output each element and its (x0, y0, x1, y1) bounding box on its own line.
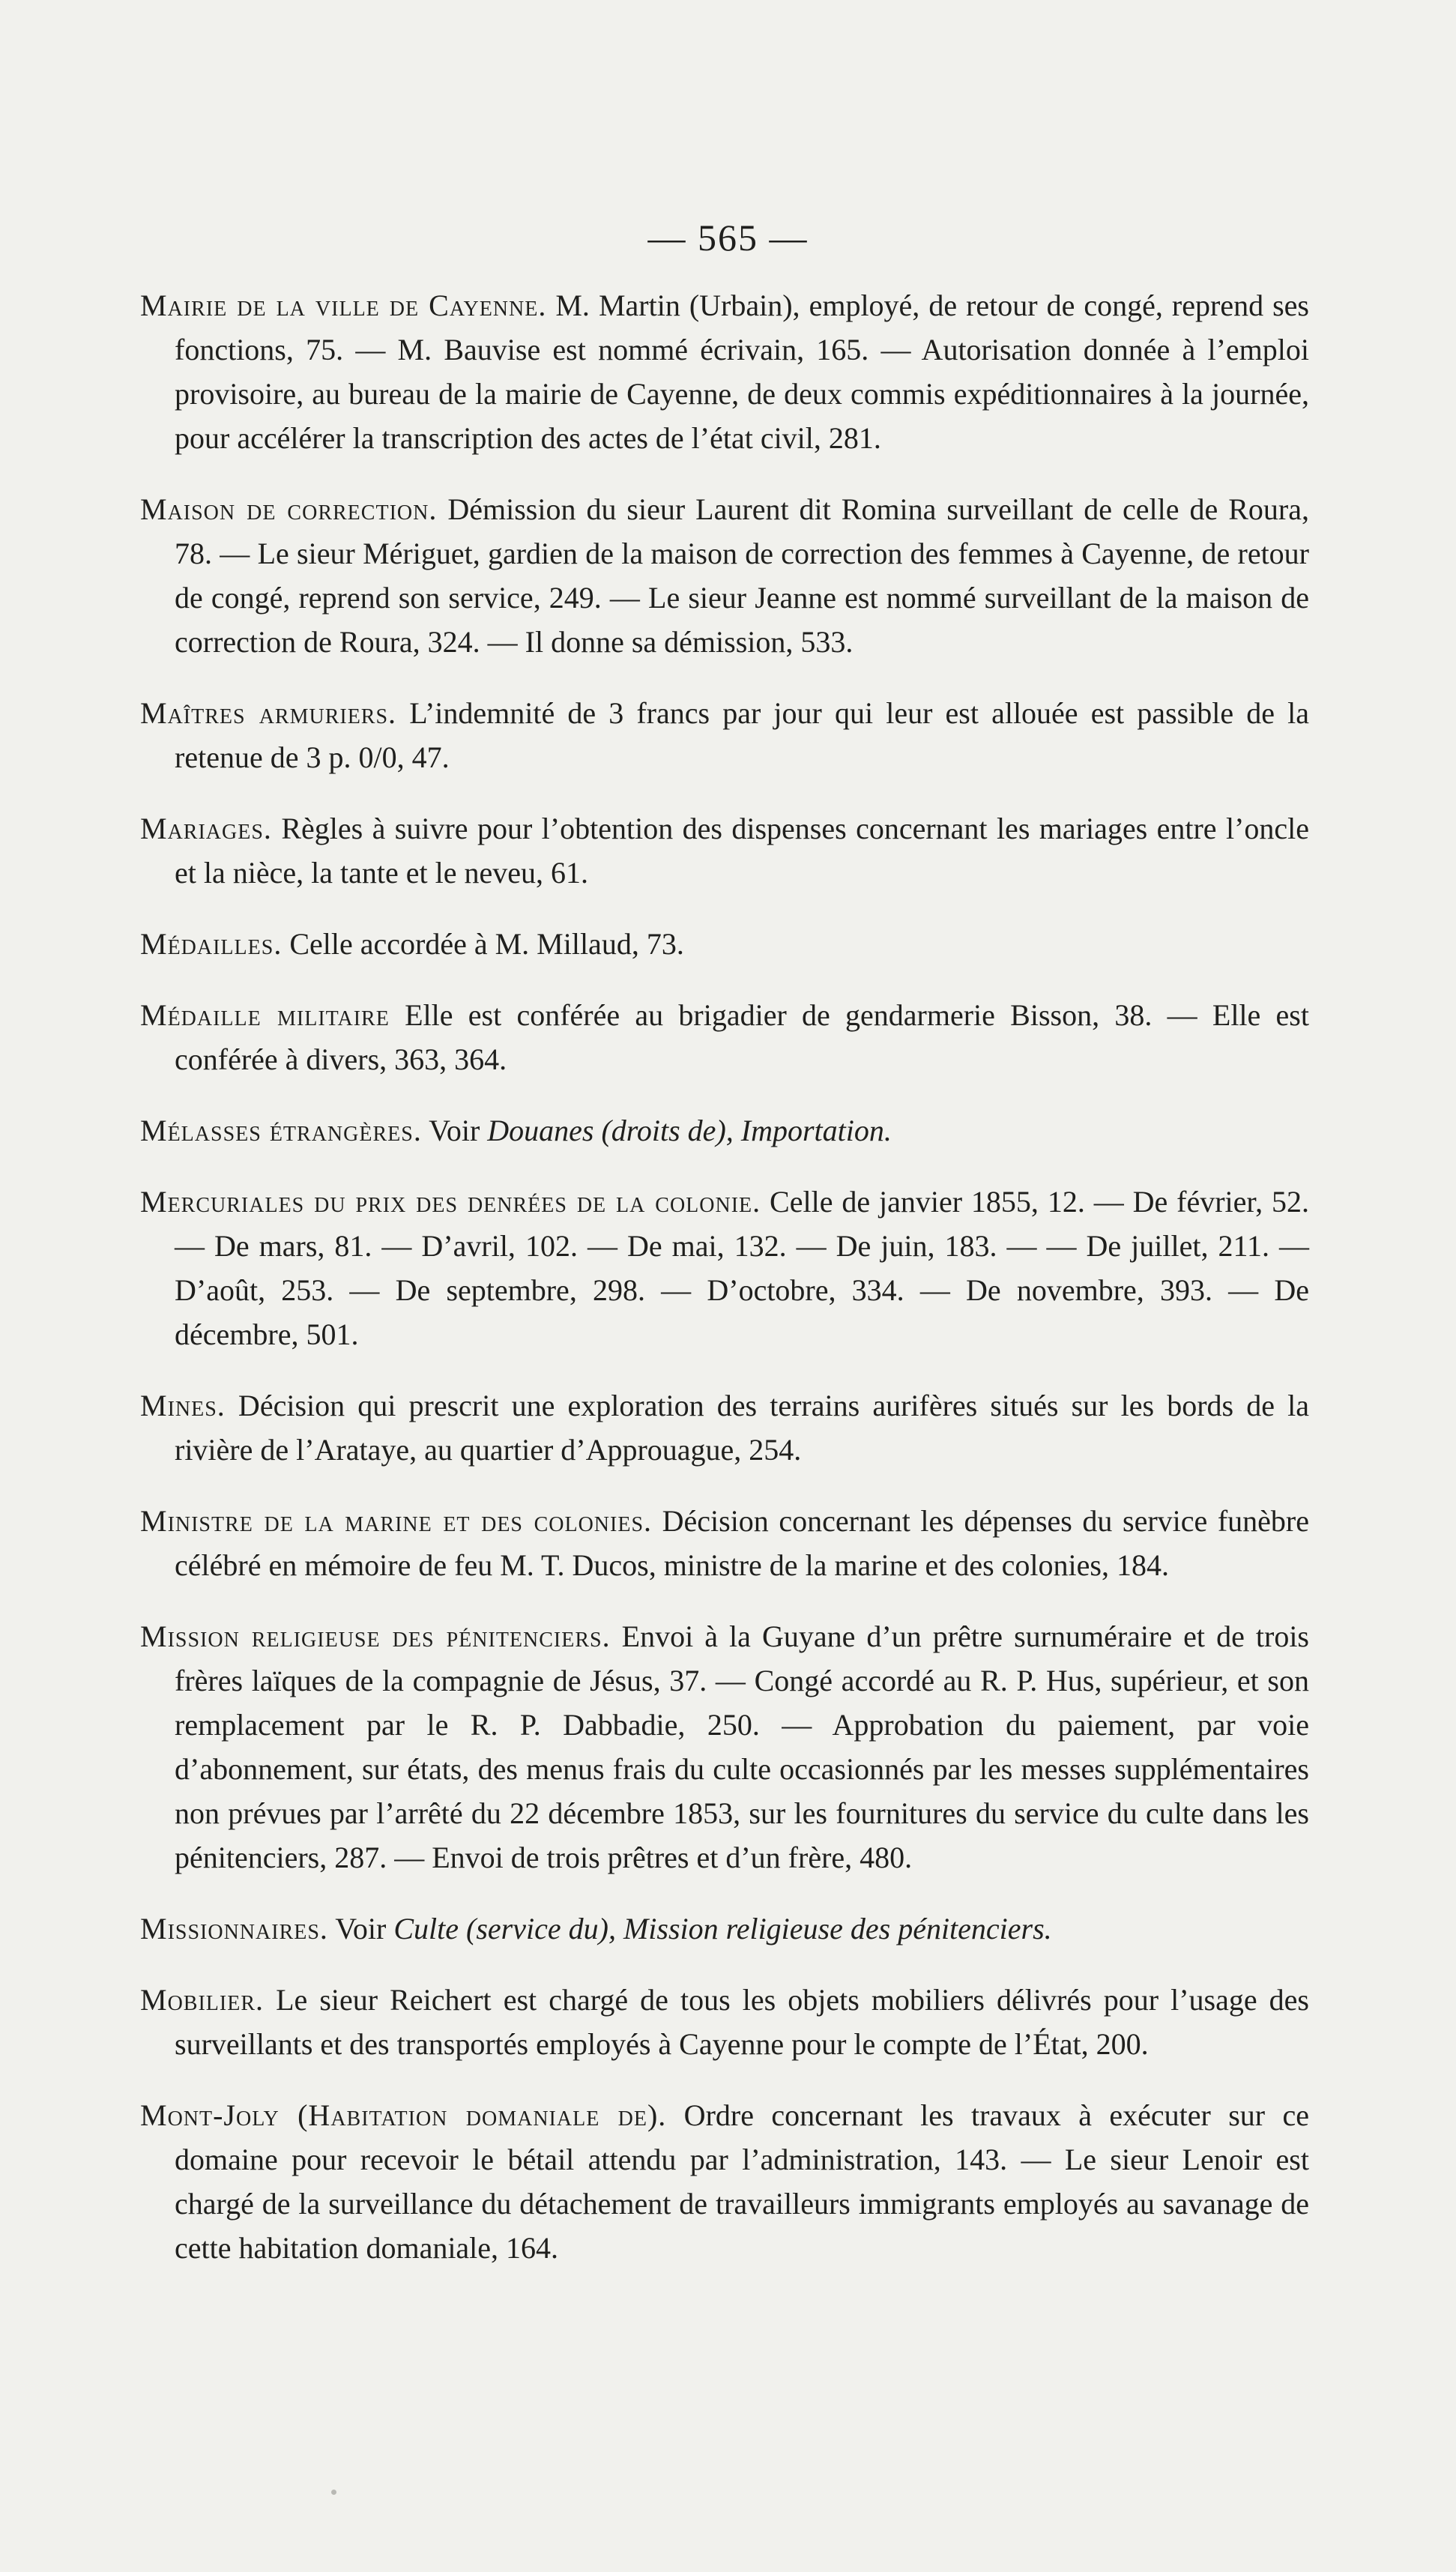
index-entry (140, 1108, 1309, 1153)
index-entry (140, 806, 1309, 895)
entry-headword: Maison de correction. (140, 492, 438, 526)
index-entry (140, 1614, 1309, 1880)
index-entries (140, 283, 1309, 2297)
page-number: — 565 — (647, 217, 809, 259)
entry-headword: Ministre de la marine et des colonies. (140, 1504, 653, 1538)
entry-text: L’indemnité de 3 francs par jour qui leur est allouée est passible de la retenue de 3 p. 0/0, 47. (175, 696, 1309, 774)
entry-headword: Maîtres armuriers. (140, 696, 397, 730)
entry-text: Le sieur Reichert est chargé de tous les objets mobiliers délivrés pour l’usage des surveillants et des transportés employés à Cayenne pour le compte de l’État, 200. (175, 1983, 1309, 2061)
entry-headword: Mont-Joly (Habitation domaniale de). (140, 2098, 667, 2132)
entry-text: Décision concernant les dépenses du service funèbre célébré en mémoire de feu M. T. Ducos, ministre de la marine et des colonies, 184. (175, 1504, 1309, 1582)
index-entry (140, 691, 1309, 779)
index-entry (140, 283, 1309, 460)
ink-speck (331, 2490, 336, 2495)
entry-text: Celle de janvier 1855, 12. — De février, 52. — De mars, 81. — D’avril, 102. — De mai, 132. — De juin, 183. — — De juillet, 211. — D’août, 253. — De septembre, 298. — D’octobre, 334. — De novembre, 393. — De décembre, 501. (175, 1185, 1310, 1351)
entry-headword: Mairie de la ville de Cayenne. (140, 289, 547, 322)
entry-headword: Mines. (140, 1389, 226, 1422)
entry-text: Démission du sieur Laurent dit Romina surveillant de celle de Roura, 78. — Le sieur Mériguet, gardien de la maison de correction des femmes à Cayenne, de retour de congé, reprend son service, 249. — Le sieur Jeanne est nommé surveillant de la maison de correction de Roura, 324. — Il donne sa démission, 533. (175, 492, 1309, 659)
entry-text: Voir (327, 1912, 394, 1945)
entry-text: Ordre concernant les travaux à exécuter sur ce domaine pour recevoir le bétail attendu par l’administration, 143. — Le sieur Lenoir est chargé de la surveillance du détachement de travailleurs immigrants employés au savanage de cette habitation domaniale, 164. (175, 2098, 1309, 2265)
entry-text: M. Martin (Urbain), employé, de retour de congé, reprend ses fonctions, 75. — M. Bauvise est nommé écrivain, 165. — Autorisation donnée à l’emploi provisoire, au bureau de la mairie de Cayenne, de deux commis expéditionnaires à la journée, pour accélérer la transcription des actes de l’état civil, 281. (175, 289, 1309, 455)
index-entry (140, 1180, 1309, 1356)
index-entry (140, 1383, 1309, 1472)
entry-text: Règles à suivre pour l’obtention des dispenses concernant les mariages entre l’oncle et la nièce, la tante et le neveu, 61. (175, 812, 1309, 890)
entry-cross-reference: Culte (service du), Mission religieuse des pénitenciers. (393, 1912, 1052, 1945)
entry-text: Elle est conférée au brigadier de gendarmerie Bisson, 38. — Elle est conférée à divers, 363, 364. (175, 998, 1309, 1076)
entry-headword: Mariages. (140, 812, 272, 845)
index-entry (140, 1499, 1309, 1587)
index-entry (140, 922, 1309, 966)
entry-cross-reference: Douanes (droits de), Importation. (487, 1114, 892, 1147)
entry-headword: Mission religieuse des pénitenciers. (140, 1619, 611, 1653)
entry-text: Voir (421, 1114, 488, 1147)
index-entry (140, 993, 1309, 1081)
index-entry (140, 2093, 1309, 2270)
index-entry (140, 1907, 1309, 1951)
entry-text: Décision qui prescrit une exploration des terrains aurifères situés sur les bords de la rivière de l’Arataye, au quartier d’Approuague, 254. (175, 1389, 1309, 1467)
index-entry (140, 487, 1309, 664)
entry-headword: Missionnaires. (140, 1912, 328, 1945)
entry-text: Envoi à la Guyane d’un prêtre surnuméraire et de trois frères laïques de la compagnie de Jésus, 37. — Congé accordé au R. P. Hus, supérieur, et son remplacement par le R. P. Dabbadie, 250. — Approbation du paiement, par voie d’abonnement, sur états, des menus frais du culte occasionnés par les messes supplémentaires non prévues par l’arrêté du 22 décembre 1853, sur les fournitures du service du culte dans les pénitenciers, 287. — Envoi de trois prêtres et d’un frère, 480. (175, 1619, 1309, 1874)
entry-headword: Médaille militaire (140, 998, 390, 1032)
entry-headword: Mélasses étrangères. (140, 1114, 422, 1147)
entry-headword: Mercuriales du prix des denrées de la colonie. (140, 1185, 761, 1219)
entry-headword: Médailles. (140, 927, 283, 961)
index-entry (140, 1978, 1309, 2066)
entry-text: Celle accordée à M. Millaud, 73. (282, 927, 684, 961)
entry-headword: Mobilier. (140, 1983, 264, 2017)
